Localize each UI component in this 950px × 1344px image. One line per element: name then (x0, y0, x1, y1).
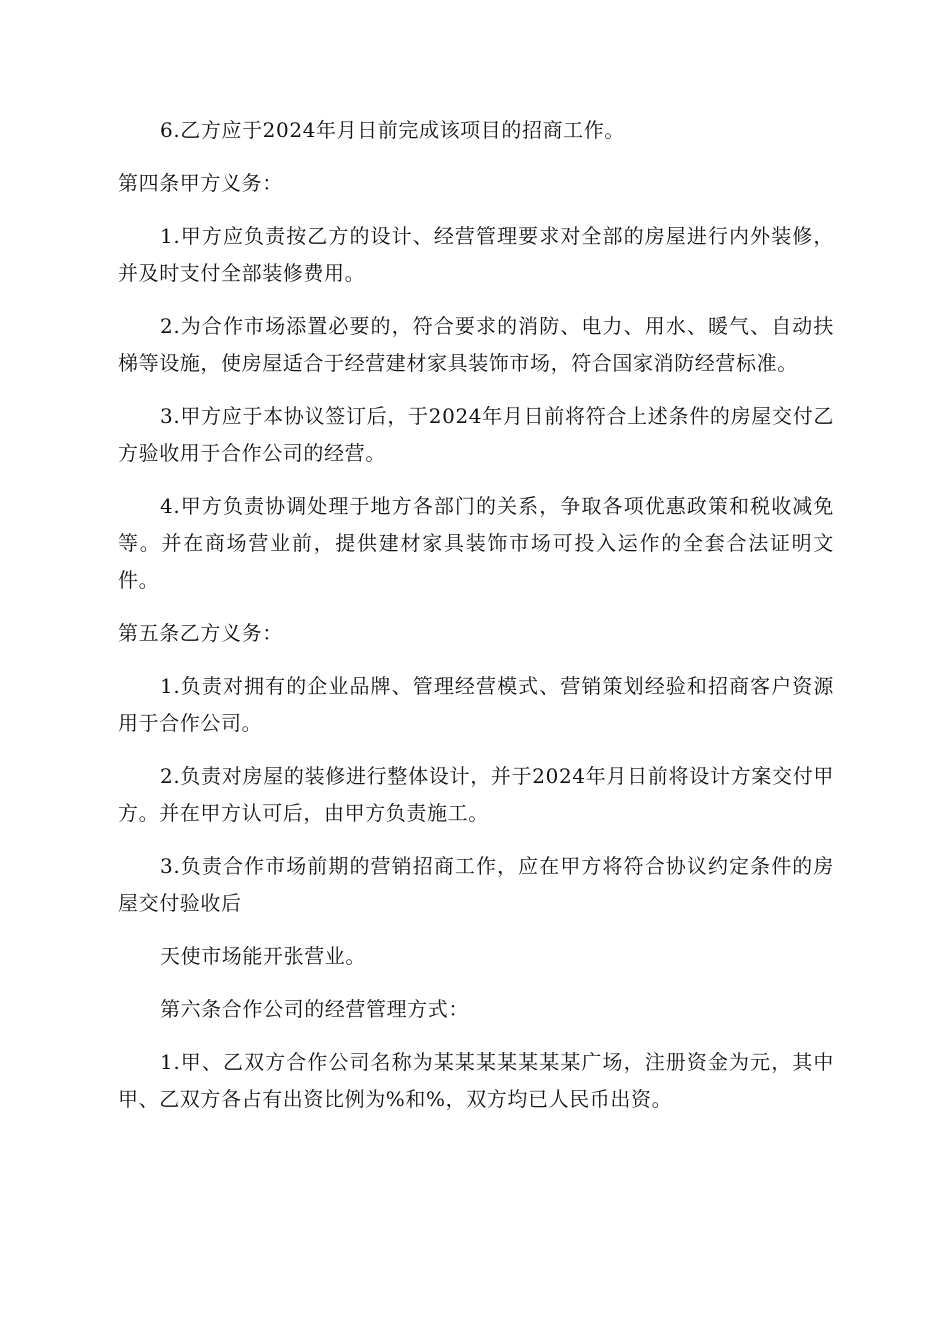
article-6-heading: 第六条合作公司的经营管理方式： (160, 997, 469, 1021)
article-5-item-2: 2.负责对房屋的装修进行整体设计，并于2024年月日前将设计方案交付甲方。并在甲方认可后，由甲方负责施工。 (118, 764, 834, 825)
article-5-heading: 第五条乙方义务： (118, 621, 283, 645)
article-4-item-1: 1.甲方应负责按乙方的设计、经营管理要求对全部的房屋进行内外装修，并及时支付全部装修费用。 (118, 224, 834, 285)
article-5-item-3-continued: 天使市场能开张营业。 (160, 944, 366, 968)
article-5-item-3: 3.负责合作市场前期的营销招商工作，应在甲方将符合协议约定条件的房屋交付验收后 (118, 854, 834, 915)
article-5-item-1: 1.负责对拥有的企业品牌、管理经营模式、营销策划经验和招商客户资源用于合作公司。 (118, 674, 834, 735)
article-4-item-4: 4.甲方负责协调处理于地方各部门的关系，争取各项优惠政策和税收减免等。并在商场营业前，提供建材家具装饰市场可投入运作的全套合法证明文件。 (118, 494, 834, 592)
document-page (118, 112, 834, 1134)
article-6-item-1: 1.甲、乙双方合作公司名称为某某某某某某某广场，注册资金为元，其中甲、乙双方各占有出资比例为%和%，双方均已人民币出资。 (118, 1050, 834, 1111)
article-4-heading: 第四条甲方义务： (118, 171, 283, 195)
article-4-item-3: 3.甲方应于本协议签订后，于2024年月日前将符合上述条件的房屋交付乙方验收用于合作公司的经营。 (118, 404, 834, 465)
clause-3-item-6: 6.乙方应于2024年月日前完成该项目的招商工作。 (160, 118, 625, 142)
article-4-item-2: 2.为合作市场添置必要的，符合要求的消防、电力、用水、暖气、自动扶梯等设施，使房屋适合于经营建材家具装饰市场，符合国家消防经营标准。 (118, 314, 834, 375)
